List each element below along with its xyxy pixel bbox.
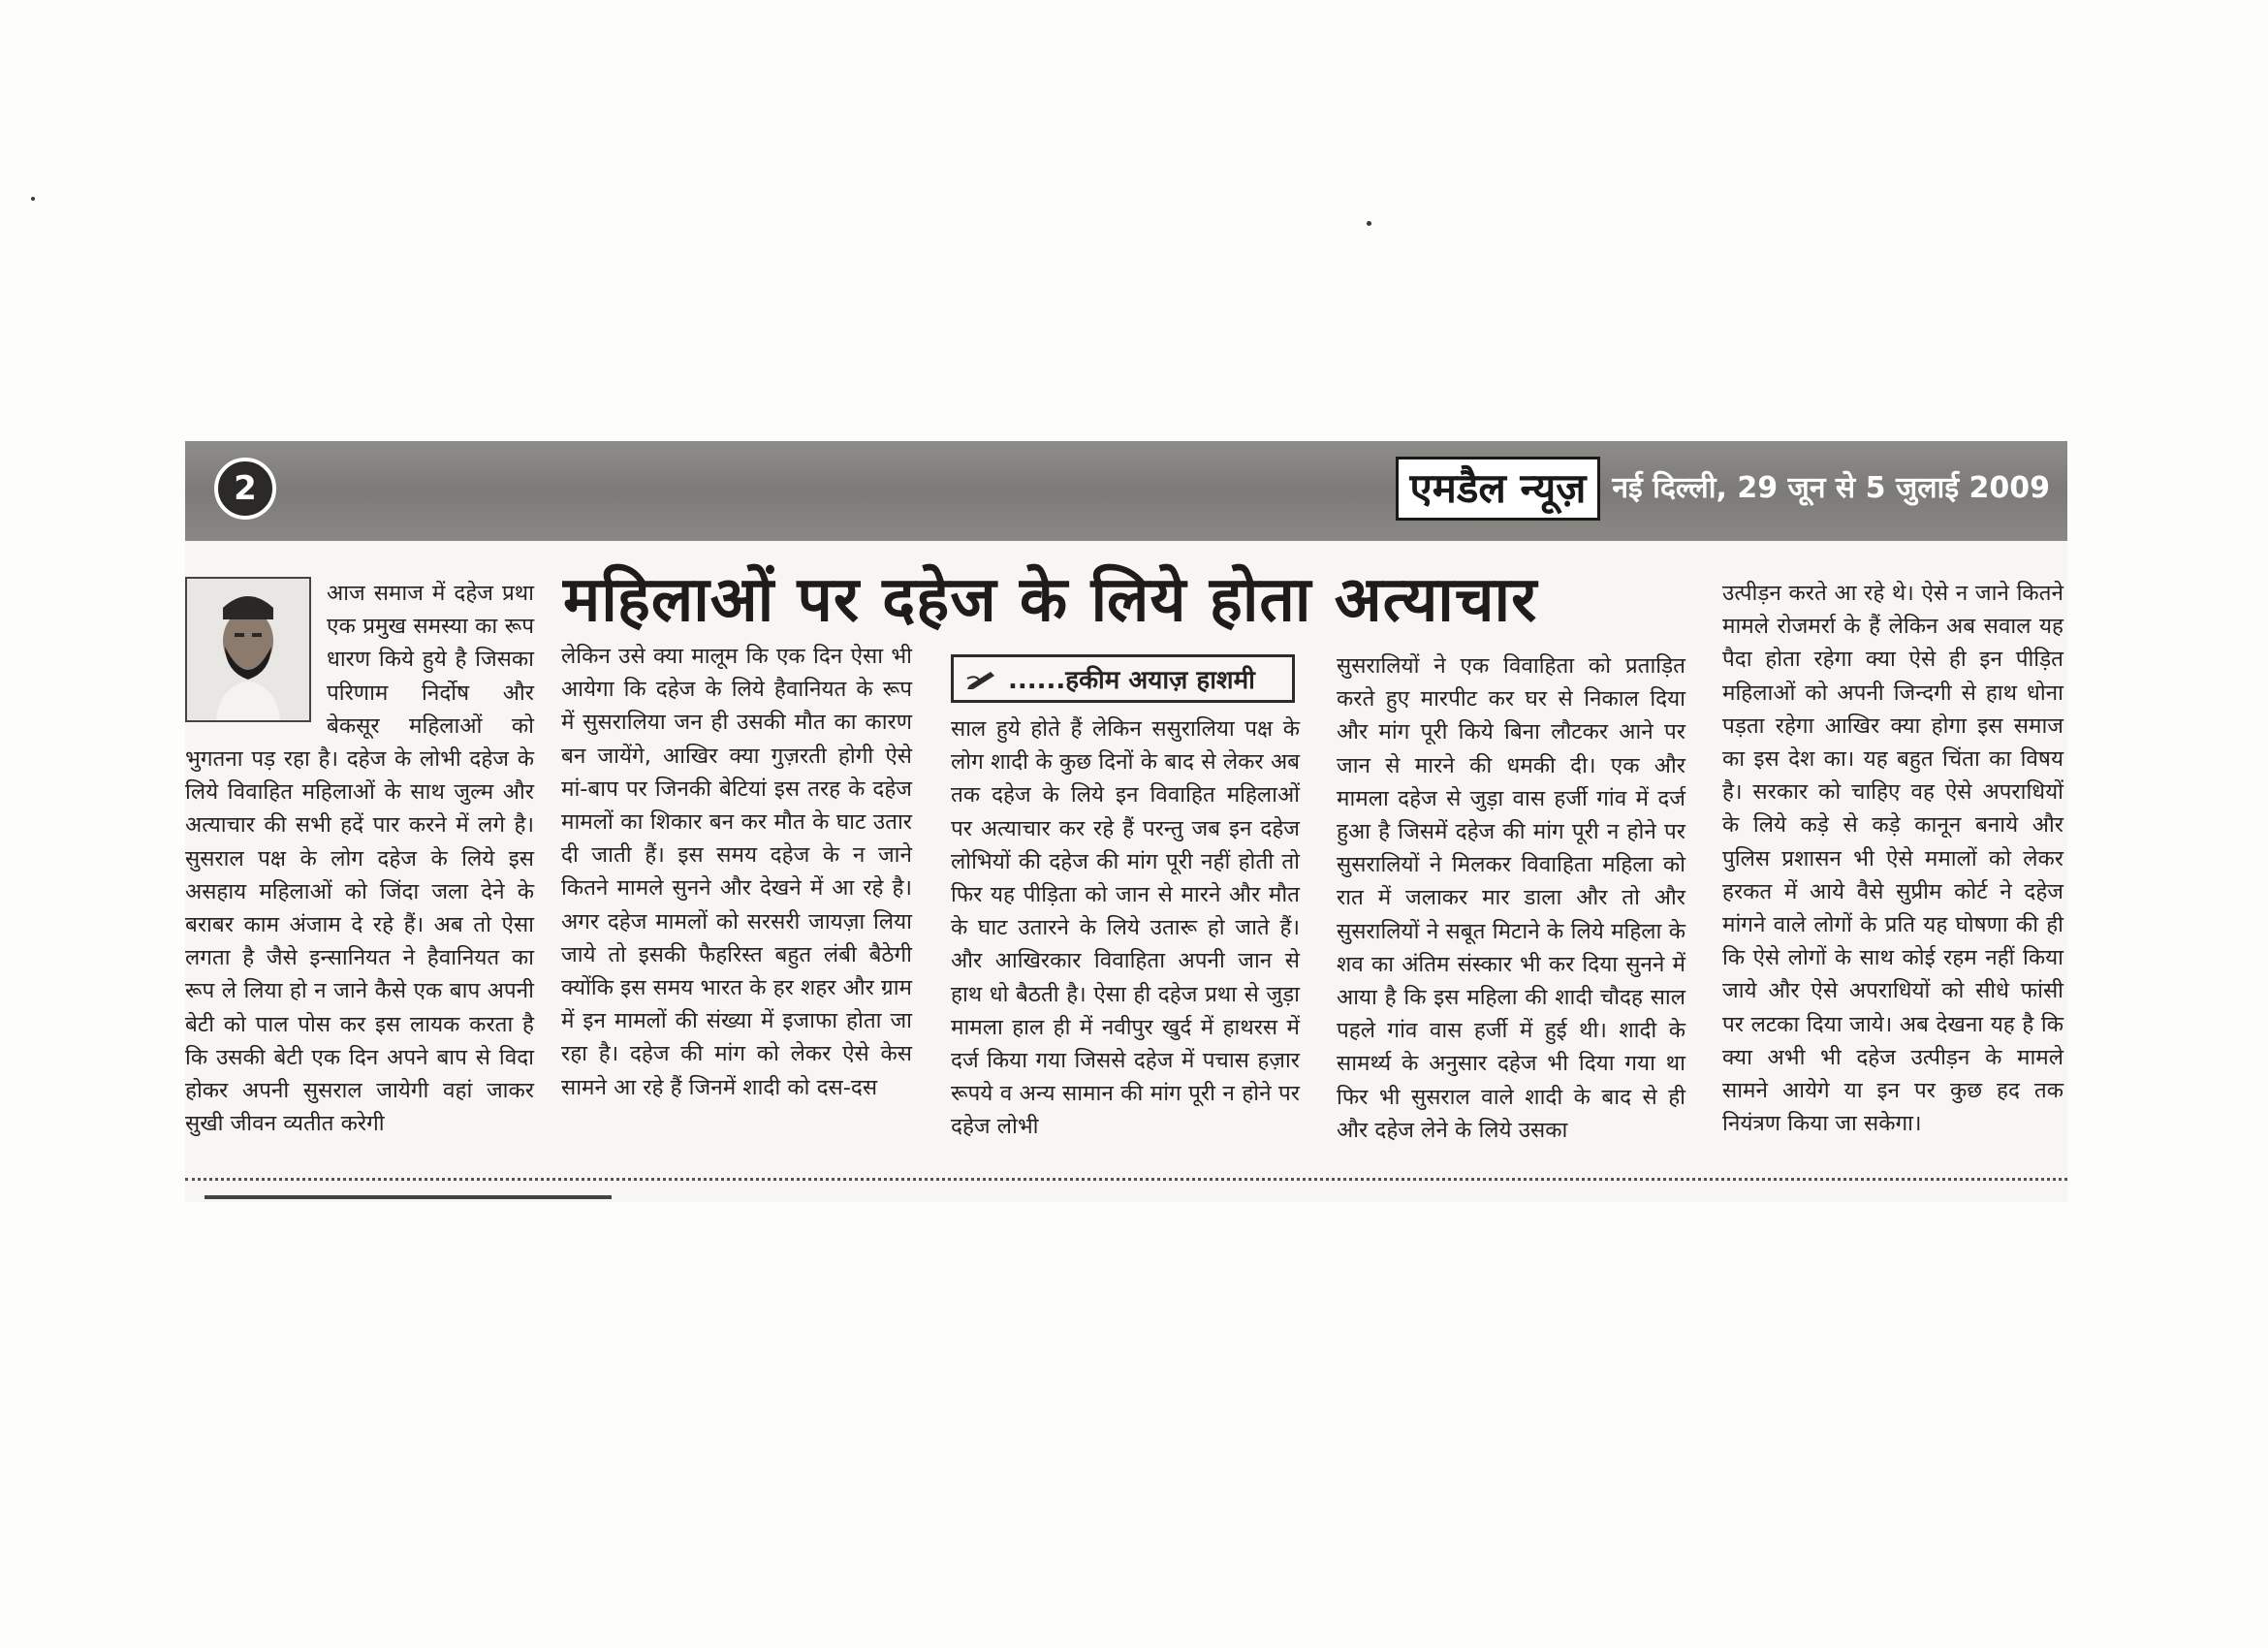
masthead-band (185, 441, 2067, 541)
article-column-1 (185, 577, 534, 1140)
bottom-dotted-rule (185, 1178, 2067, 1181)
newspaper-clipping (185, 441, 2067, 1202)
edition-dateline: नई दिल्ली, 29 जून से 5 जुलाई 2009 (1612, 471, 2050, 505)
column-text: आज समाज में दहेज प्रथा एक प्रमुख समस्या का रूप धारण किये हुये है जिसका परिणाम निर्दोष और बेकसूर महिलाओं को भुगतना पड़ रहा है। दहेज के लोभी दहेज के लिये विवाहित महिलाओं के साथ जुल्म और अत्याचार की सभी हदें पार करने में लगे है। सुसराल पक्ष के लोग दहेज के लिये इस असहाय महिलाओं को जिंदा जला देने के बराबर काम अंजाम दे रहे हैं। अब तो ऐसा लगता है जैसे इन्सानियत ने हैवानियत का रूप ले लिया हो न जाने कैसे एक बाप अपनी बेटी को पाल पोस कर इस लायक करता है कि उसकी बेटी एक दिन अपने बाप से विदा होकर अपनी सुसराल जायेगी वहां जाकर सुखी जीवन व्यतीत करेगी (185, 581, 534, 1137)
author-byline: ......हकीम अयाज़ हाशमी (1008, 666, 1255, 695)
scan-speck (31, 197, 35, 201)
masthead (1396, 455, 2050, 523)
scan-speck (1367, 221, 1371, 226)
article-column-3: साल हुये होते हैं लेकिन ससुरालिया पक्ष के लोग शादी के कुछ दिनों के बाद से लेकर अब तक दहेज के लिये इन विवाहित महिलाओं पर अत्याचार कर रहे हैं परन्तु जब इन दहेज लोभियों की दहेज की मांग पूरी नहीं होती तो फिर यह पीड़िता को जान से मारने और मौत के घाट उतारने के लिये उतारू हो जाते हैं। और आखिरकार विवाहिता अपनी जान से हाथ धो बैठती है। ऐसा ही दहेज प्रथा से जुड़ा मामला हाल ही में नवीपुर खुर्द में हाथरस में दर्ज किया गया जिससे दहेज में पचास हज़ार रूपये व अन्य सामान की मांग पूरी न होने पर दहेज लोभी (951, 716, 1300, 1140)
article-headline: महिलाओं पर दहेज के लिये होता अत्याचार (563, 564, 1538, 636)
newspaper-logo: एमडैल न्यूज़ (1396, 457, 1601, 521)
bottom-solid-rule (205, 1195, 612, 1199)
pen-icon (965, 666, 998, 691)
byline-box (951, 654, 1295, 703)
article-column-5: उत्पीड़न करते आ रहे थे। ऐसे न जाने कितने मामले रोजमर्रा के हैं लेकिन अब सवाल यह पैदा होता रहेगा क्या ऐसे ही इन पीड़ित महिलाओं को अपनी जिन्दगी से हाथ धोना पड़ता रहेगा आखिर क्या होगा इस समाज का इस देश का। यह बहुत चिंता का विषय है। सरकार को चाहिए वह ऐसे अपराधियों के लिये कड़े से कड़े कानून बनाये और पुलिस प्रशासन भी ऐसे ममालों को लेकर हरकत में आये वैसे सुप्रीम कोर्ट ने दहेज मांगने वाले लोगों के प्रति यह घोषणा की ही कि ऐसे लोगों के साथ कोई रहम नहीं किया जाये और ऐसे अपराधियों को सीधे फांसी पर लटका दिया जाये। अब देखना यह है कि क्या अभी भी दहेज उत्पीड़न के मामले सामने आयेगे या इन पर कुछ हद तक नियंत्रण किया जा सकेगा। (1722, 581, 2063, 1137)
article-column-2: लेकिन उसे क्या मालूम कि एक दिन ऐसा भी आयेगा कि दहेज के लिये हैवानियत के रूप में सुसरालिया जन ही उसकी मौत का कारण बन जायेंगे, आखिर क्या गुज़रती होगी ऐसे मां-बाप पर जिनकी बेटियां इस तरह के दहेज मामलों का शिकार बन कर मौत के घाट उतार दी जाती हैं। इस समय दहेज के न जाने कितने मामले सुनने और देखने में आ रहे है। अगर दहेज मामलों को सरसरी जायज़ा लिया जाये तो इसकी फैहरिस्त बहुत लंबी बैठेगी क्योंकि इस समय भारत के हर शहर और ग्राम में इन मामलों की संख्या में इजाफा होता जा रहा है। दहेज की मांग को लेकर ऐसे केस सामने आ रहे हैं जिनमें शादी को दस-दस (561, 644, 912, 1100)
author-photo (185, 577, 311, 722)
page-number-badge: 2 (214, 458, 276, 520)
article-column-4: सुसरालियों ने एक विवाहिता को प्रताड़ित करते हुए मारपीट कर घर से निकाल दिया और मांग पूरी किये बिना लौटकर आने पर जान से मारने की धमकी दी। एक और मामला दहेज से जुड़ा वास हर्जी गांव में दर्ज हुआ है जिसमें दहेज की मांग पूरी न होने पर सुसरालियों ने मिलकर विवाहिता महिला को रात में जलाकर मार डाला और तो और सुसरालियों ने सबूत मिटाने के लिये महिला के शव का अंतिम संस्कार भी कर दिया सुनने में आया है कि इस महिला की शादी चौदह साल पहले गांव वास हर्जी में हुई थी। शादी के सामर्थ्य के अनुसार दहेज भी दिया गया था फिर भी सुसराल वाले शादी के बाद से ही और दहेज लेने के लिये उसका (1337, 653, 1685, 1143)
